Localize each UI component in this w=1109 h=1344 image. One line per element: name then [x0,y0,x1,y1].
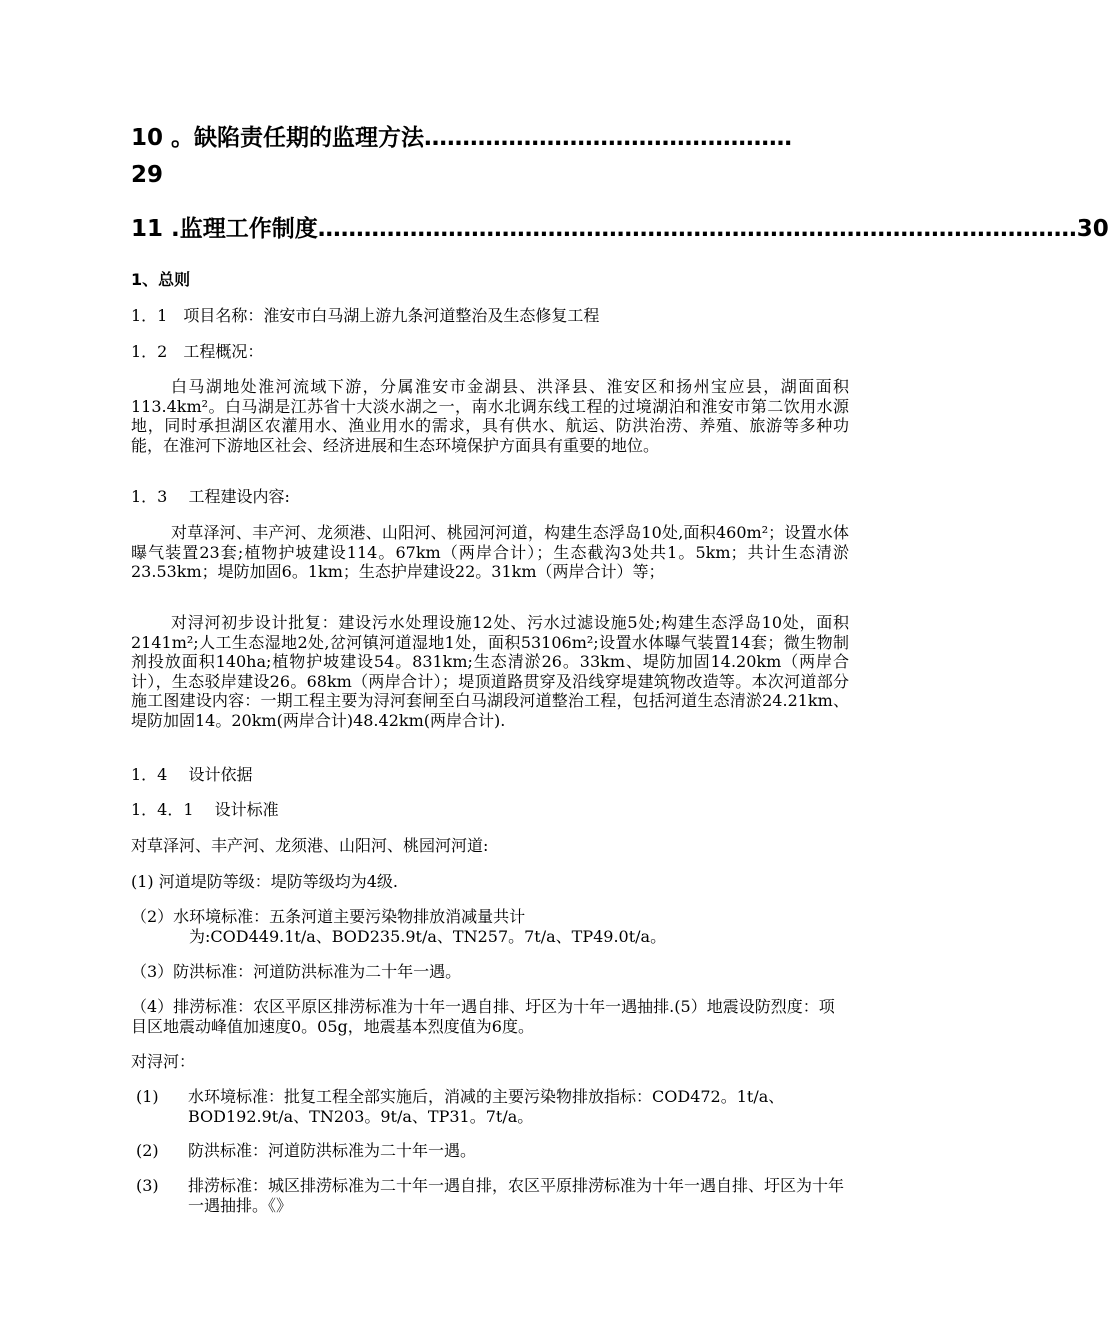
overview-paragraph: 白马湖地处淮河流域下游，分属淮安市金湖县、洪泽县、淮安区和扬州宝应县，湖面面积113.4km²。白马湖是江苏省十大淡水湖之一，南水北调东线工程的过境湖泊和淮安市第二饮用水源地，同时承担湖区农灌用水、渔业用水的需求，具有供水、航运、防洪治涝、养殖、旅游等多种功能，在淮河下游地区社会、经济进展和生态环境保护方面具有重要的地位。 [131,377,849,455]
construction-content-heading: 1．3 工程建设内容: [131,487,290,506]
standard-embankment: (1) 河道堤防等级：堤防等级均为4级. [131,872,399,891]
construction-content-paragraph-1: 对草泽河、丰产河、龙须港、山阳河、桃园河河道，构建生态浮岛10处,面积460m²；设置水体曝气装置23套;植物护坡建设114。67km（两岸合计）；生态截沟3处共1。5km；共计生态清淤23.53km；堤防加固6。1km；生态护岸建设22。31km（两岸合计）等； [131,523,849,581]
xun-river-intro: 对浔河： [131,1052,196,1071]
toc-entry-11-leader: ……………………………………………………………………………………… [317,216,1077,242]
project-name: 1．1 项目名称：淮安市白马湖上游九条河道整治及生态修复工程 [131,306,600,325]
rivers-intro: 对草泽河、丰产河、龙须港、山阳河、桃园河河道: [131,836,489,855]
xun-standard-2 [136,1141,848,1161]
toc-entry-10 [131,121,847,155]
design-standards-heading: 1．4．1 设计标准 [131,800,279,819]
xun-standard-2-number: (2) [136,1141,159,1160]
standard-flood-control: （3）防洪标准：河道防洪标准为二十年一遇。 [131,962,462,981]
toc-entry-11-text: 11 .监理工作制度 [131,216,318,242]
xun-standard-1 [136,1087,848,1126]
overview-heading: 1．2 工程概况： [131,342,264,361]
construction-content-paragraph-2: 对浔河初步设计批复：建设污水处理设施12处、污水过滤设施5处;构建生态浮岛10处，面积2141m²;人工生态湿地2处,岔河镇河道湿地1处，面积53106m²;设置水体曝气装置14套；微生物制剂投放面积140ha;植物护坡建设54。831km;生态清淤26。33km、堤防加固14.20km（两岸合计），生态驳岸建设26。68km（两岸合计）；堤顶道路贯穿及沿线穿堤建筑物改造等。本次河道部分施工图建设内容：一期工程主要为浔河套闸至白马湖段河道整治工程，包括河道生态清淤24.21km、堤防加固14。20km(两岸合计)48.42km(两岸合计). [131,613,849,730]
xun-standard-3-number: (3) [136,1176,159,1195]
toc-entry-11-page-number: 30 [1076,216,1109,242]
standard-drainage-seismic: （4）排涝标准：农区平原区排涝标准为十年一遇自排、圩区为十年一遇抽排.(5）地震设防烈度：项目区地震动峰值加速度0。05g，地震基本烈度值为6度。 [131,997,835,1036]
section-heading: 1、总则 [131,270,191,289]
toc-entry-10-text: 10 。缺陷责任期的监理方法………………………………………… [131,125,793,151]
toc-entry-10-page [131,158,847,192]
xun-standard-3 [136,1176,848,1215]
xun-standard-2-text: 防洪标准：河道防洪标准为二十年一遇。 [188,1141,477,1160]
xun-standard-1-text: 水环境标准：批复工程全部实施后，消减的主要污染物排放指标：COD472。1t/a、 BOD192.9t/a、TN203。9t/a、TP31。7t/a。 [188,1087,785,1126]
toc-entry-10-page-number: 29 [131,162,164,188]
toc-entry-11 [131,212,1109,246]
xun-standard-3-text: 排涝标准：城区排涝标准为二十年一遇自排，农区平原排涝标准为十年一遇自排、圩区为十年一遇抽排。《》 [188,1176,845,1215]
standard-water-environment [131,907,849,946]
xun-standard-1-number: (1) [136,1087,159,1106]
standard-water-environment-line1: （2）水环境标准：五条河道主要污染物排放消减量共计 [131,907,526,926]
standard-water-environment-line2: 为:COD449.1t/a、BOD235.9t/a、TN257。7t/a、TP49.0t/a。 [189,926,667,946]
design-basis-heading: 1．4 设计依据 [131,765,253,784]
